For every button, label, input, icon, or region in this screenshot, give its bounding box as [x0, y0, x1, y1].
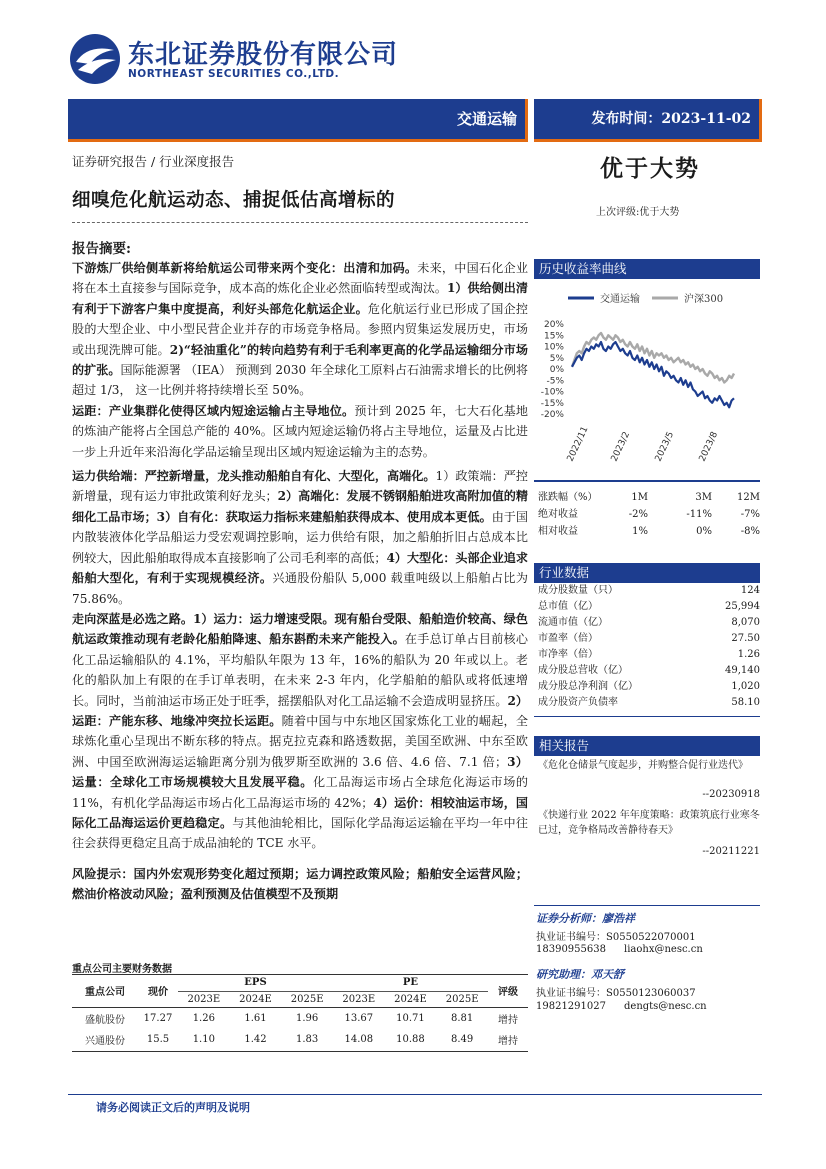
y-tick-label: 20% — [543, 320, 564, 330]
related-report-title: 《快递行业 2022 年年度策略：政策筑底行业寒冬已过，竞争格局改善静待春天》 — [538, 810, 760, 836]
fin-row — [72, 1007, 528, 1029]
summary-paragraph: 运力供给端：严控新增量，龙头推动船舶自有化、大型化，高端化。1）政策端：严控新增量，现有运力审批政策利好龙头；2）高端化：发展不锈钢船舶进攻高附加值的精细化工品市场；3）自有化：获取运力指标来建船舶获得成本、使用成本更低。由于国内散装液体化学品船运力受宏观调控影响，运力供给有限，加之船舶折旧占总成本比例较大，因此船舶取得成本直接影响了公司毛利率的高低；4）大型化：头部企业追求船舶大型化，有利于实现规模经济。兴通股份船队 5,000 载重吨级以上船舶占比为 75.86%。 — [72, 469, 528, 606]
fin-row — [72, 1029, 528, 1051]
y-tick-label: 15% — [543, 331, 564, 342]
divider — [72, 222, 528, 223]
industry-value: 49,140 — [725, 665, 760, 676]
y-tick-label: 0% — [549, 365, 564, 375]
perf-value: 1M — [631, 492, 648, 503]
perf-value: -8% — [740, 526, 760, 537]
industry-value: 58.10 — [731, 697, 760, 708]
industry-label: 成分股数量（只） — [538, 585, 618, 596]
perf-value: 12M — [737, 492, 760, 503]
footer-rule — [68, 1094, 762, 1095]
perf-value: 3M — [695, 492, 712, 503]
x-tick-label: 2022/11 — [565, 425, 591, 464]
perf-label: 涨跌幅（%） — [538, 492, 598, 503]
publish-date: 发布时间：2023-11-02 — [591, 111, 751, 127]
fin-cell: 13.67 — [344, 1012, 374, 1024]
company-name-cn: 东北证券股份有限公司 — [128, 40, 399, 70]
industry-data — [534, 583, 760, 713]
perf-value: -7% — [740, 509, 760, 520]
x-tick-label: 2023/5 — [653, 430, 677, 464]
fin-cell: 8.49 — [451, 1034, 474, 1046]
summary-heading: 报告摘要: — [72, 241, 131, 257]
industry-value: 1,020 — [731, 681, 760, 692]
chart-section-header: 历史收益率曲线 — [534, 259, 760, 279]
fin-header-company: 重点公司 — [85, 987, 125, 999]
date-banner — [534, 99, 762, 142]
fin-header-rating: 评级 — [498, 987, 518, 999]
legend-item — [652, 292, 723, 305]
fin-header-price: 现价 — [148, 987, 168, 999]
y-tick-label: -10% — [540, 387, 564, 398]
fin-year-header: 2024E — [394, 993, 427, 1005]
perf-value: 0% — [696, 526, 712, 537]
y-tick-label: -5% — [546, 376, 564, 387]
summary-paragraph: 走向深蓝是必选之路。1）运力：运力增速受限。现有船台受限、船舶造价较高、绿色航运政策推动现有老龄化船舶降速、船东斟酌未来产能投入。在手总订单占目前核心化工品运输船队的 4.1%，平均船队年限为 13 年，16%的船队为 20 年或以上。老化的船队加上有限的在手订单表明，在未来 2-3 年内，化学船舶的船队或将低速增长。同时，当前油运市场正处于旺季，摇摆船队对化工品运输不会造成明显挤压。2）运距：产能东移、地缘冲突拉长运距。随着中国与中东地区国家炼化工业的崛起，全球炼化重心呈现出不断东移的特点。据克拉克森和路透数据，美国至欧洲、中东至欧洲、中国至欧洲海运运输距离分别为俄罗斯至欧洲的 3.6 倍、4.6 倍、7.1 倍；3）运量：全球化工市场规模较大且发展平稳。化工品海运市场占全球危化海运市场的 11%，有机化学品海运市场占化工品海运市场的 42%；4）运价：相较油运市场，国际化工品海运运价更趋稳定。与其他油轮相比，国际化学品海运运输在平均一年中往往会获得更稳定且高于成品油轮的 TCE 水平。 — [72, 611, 529, 851]
related-report-date: --20211221 — [702, 846, 760, 857]
divider — [534, 716, 760, 717]
related-reports — [538, 758, 760, 859]
fin-cell: 1.26 — [192, 1012, 215, 1024]
report-type: 证券研究报告 / 行业深度报告 — [72, 154, 235, 169]
summary-paragraph: 运距：产业集群化使得区域内短途运输占主导地位。预计到 2025 年，七大石化基地的炼油产能将占全国总产能的 40%。区域内短途运输仍将占主导地位，运量及占比进一步上升近年来沿海化学品运输呈现出区域内短途运输为主的态势。 — [72, 403, 528, 459]
fin-cell: 1.10 — [192, 1034, 215, 1046]
analyst-cert: 执业证书编号：S0550522070001 — [536, 932, 696, 943]
company-logo — [68, 32, 398, 86]
industry-label: 成分股总营收（亿） — [538, 665, 628, 676]
analyst-label: 证券分析师：廖浩祥 — [536, 912, 635, 925]
fin-cell: 17.27 — [143, 1012, 173, 1024]
x-tick-label: 2023/8 — [697, 430, 721, 464]
industry-label: 市净率（倍） — [538, 649, 598, 660]
assistant-phone: 19821291027 — [536, 1001, 606, 1012]
fin-year-header: 2025E — [290, 993, 324, 1005]
summary-body — [72, 258, 528, 905]
fin-cell: 10.71 — [396, 1012, 425, 1024]
assistant-cert: 执业证书编号：S0550123060037 — [536, 988, 696, 999]
fin-cell: 1.83 — [296, 1034, 319, 1046]
industry-label: 总市值（亿） — [538, 601, 598, 612]
perf-value: 1% — [632, 526, 648, 537]
fin-cell: 1.42 — [244, 1034, 267, 1046]
industry-label: 成分股资产负债率 — [538, 697, 618, 708]
fin-cell: 增持 — [498, 1036, 518, 1048]
perf-table — [538, 490, 760, 550]
perf-value: -11% — [686, 509, 712, 520]
related-section-header: 相关报告 — [534, 736, 760, 756]
y-tick-label: -15% — [540, 398, 564, 409]
fin-year-header: 2023E — [342, 993, 376, 1005]
fin-year-header: 2025E — [445, 993, 479, 1005]
risk-warning: 风险提示：国内外宏观形势变化超过预期；运力调控政策风险；船舶安全运营风险；燃油价格波动风险；盈利预测及估值模型不及预期 — [72, 866, 528, 902]
industry-section-header: 行业数据 — [534, 563, 760, 583]
perf-value: -2% — [628, 509, 648, 520]
industry-label: 流通市值（亿） — [538, 617, 608, 628]
sector-banner — [68, 99, 528, 142]
y-tick-label: 10% — [543, 342, 564, 353]
assistant-label: 研究助理：邓天舒 — [536, 968, 624, 981]
fin-cell: 14.08 — [344, 1034, 374, 1046]
summary-paragraph: 下游炼厂供给侧革新将给航运公司带来两个变化：出清和加码。未来，中国石化企业将在本土直接参与国际竞争，成本高的炼化企业必然面临转型或淘汰。1）供给侧出清有利于下游客户集中度提高，利好头部危化航运企业。危化航运行业已形成了国企控股的大型企业、中小型民营企业并存的市场竞争格局。参照内贸集运发展历史，市场或出现洗牌可能。2)“轻油重化”的转向趋势有利于毛利率更高的化学品运输细分市场的扩张。国际能源署 （IEA） 预测到 2030 年全球化工原料占石油需求增长的比例将超过 1/3， 这一比例并将持续增长至 50%。 — [72, 261, 528, 398]
fin-header-pe: PE — [333, 975, 488, 991]
fin-cell: 盛航股份 — [85, 1014, 125, 1026]
report-title: 细嗅危化航运动态、捕捉低估高增标的 — [72, 190, 396, 211]
fin-cell: 10.88 — [396, 1034, 425, 1046]
industry-value: 27.50 — [731, 633, 760, 644]
assistant-email[interactable]: dengts@nesc.cn — [624, 1001, 707, 1012]
fin-cell: 兴通股份 — [85, 1036, 125, 1048]
analyst-phone: 18390955638 — [536, 944, 606, 955]
legend-label: 交通运输 — [600, 294, 640, 305]
fin-cell: 8.81 — [451, 1012, 474, 1024]
fin-cell: 增持 — [498, 1014, 518, 1026]
industry-value: 1.26 — [737, 649, 760, 660]
y-tick-label: 5% — [549, 353, 564, 364]
rating: 优于大势 — [600, 155, 700, 182]
divider — [534, 480, 760, 482]
divider — [534, 905, 760, 906]
fin-cell: 1.96 — [296, 1012, 319, 1024]
footer-disclaimer: 请务必阅读正文后的声明及说明 — [96, 1101, 250, 1114]
history-chart-svg — [534, 282, 760, 482]
company-logo-icon — [68, 32, 122, 86]
legend-label: 沪深300 — [684, 294, 724, 305]
prev-rating: 上次评级:优于大势 — [596, 207, 680, 218]
fin-year-header: 2024E — [239, 993, 272, 1005]
fin-year-header: 2023E — [187, 993, 221, 1005]
series-line — [572, 333, 734, 383]
industry-value: 8,070 — [731, 617, 760, 628]
legend-item — [568, 292, 640, 305]
fin-table — [72, 974, 528, 1052]
sector-label: 交通运输 — [456, 110, 517, 128]
fin-cell: 1.61 — [244, 1012, 267, 1024]
industry-value: 124 — [740, 585, 760, 596]
fin-table-title: 重点公司主要财务数据 — [72, 964, 172, 975]
x-tick-label: 2023/2 — [609, 430, 633, 464]
fin-cell: 15.5 — [146, 1034, 170, 1046]
related-report-title: 《危化仓储景气度起步，并购整合促行业迭代》 — [538, 760, 748, 771]
perf-label: 绝对收益 — [538, 509, 578, 520]
perf-label: 相对收益 — [538, 526, 578, 537]
related-report-date: --20230918 — [702, 789, 760, 800]
industry-label: 成分股总净利润（亿） — [538, 681, 638, 692]
fin-header-eps: EPS — [178, 975, 333, 991]
industry-value: 25,994 — [725, 601, 760, 612]
company-name-en: NORTHEAST SECURITIES CO.,LTD. — [128, 68, 340, 80]
analyst-email[interactable]: liaohx@nesc.cn — [624, 944, 703, 955]
industry-label: 市盈率（倍） — [538, 633, 598, 644]
y-tick-label: -20% — [540, 410, 564, 420]
history-chart — [534, 282, 760, 482]
